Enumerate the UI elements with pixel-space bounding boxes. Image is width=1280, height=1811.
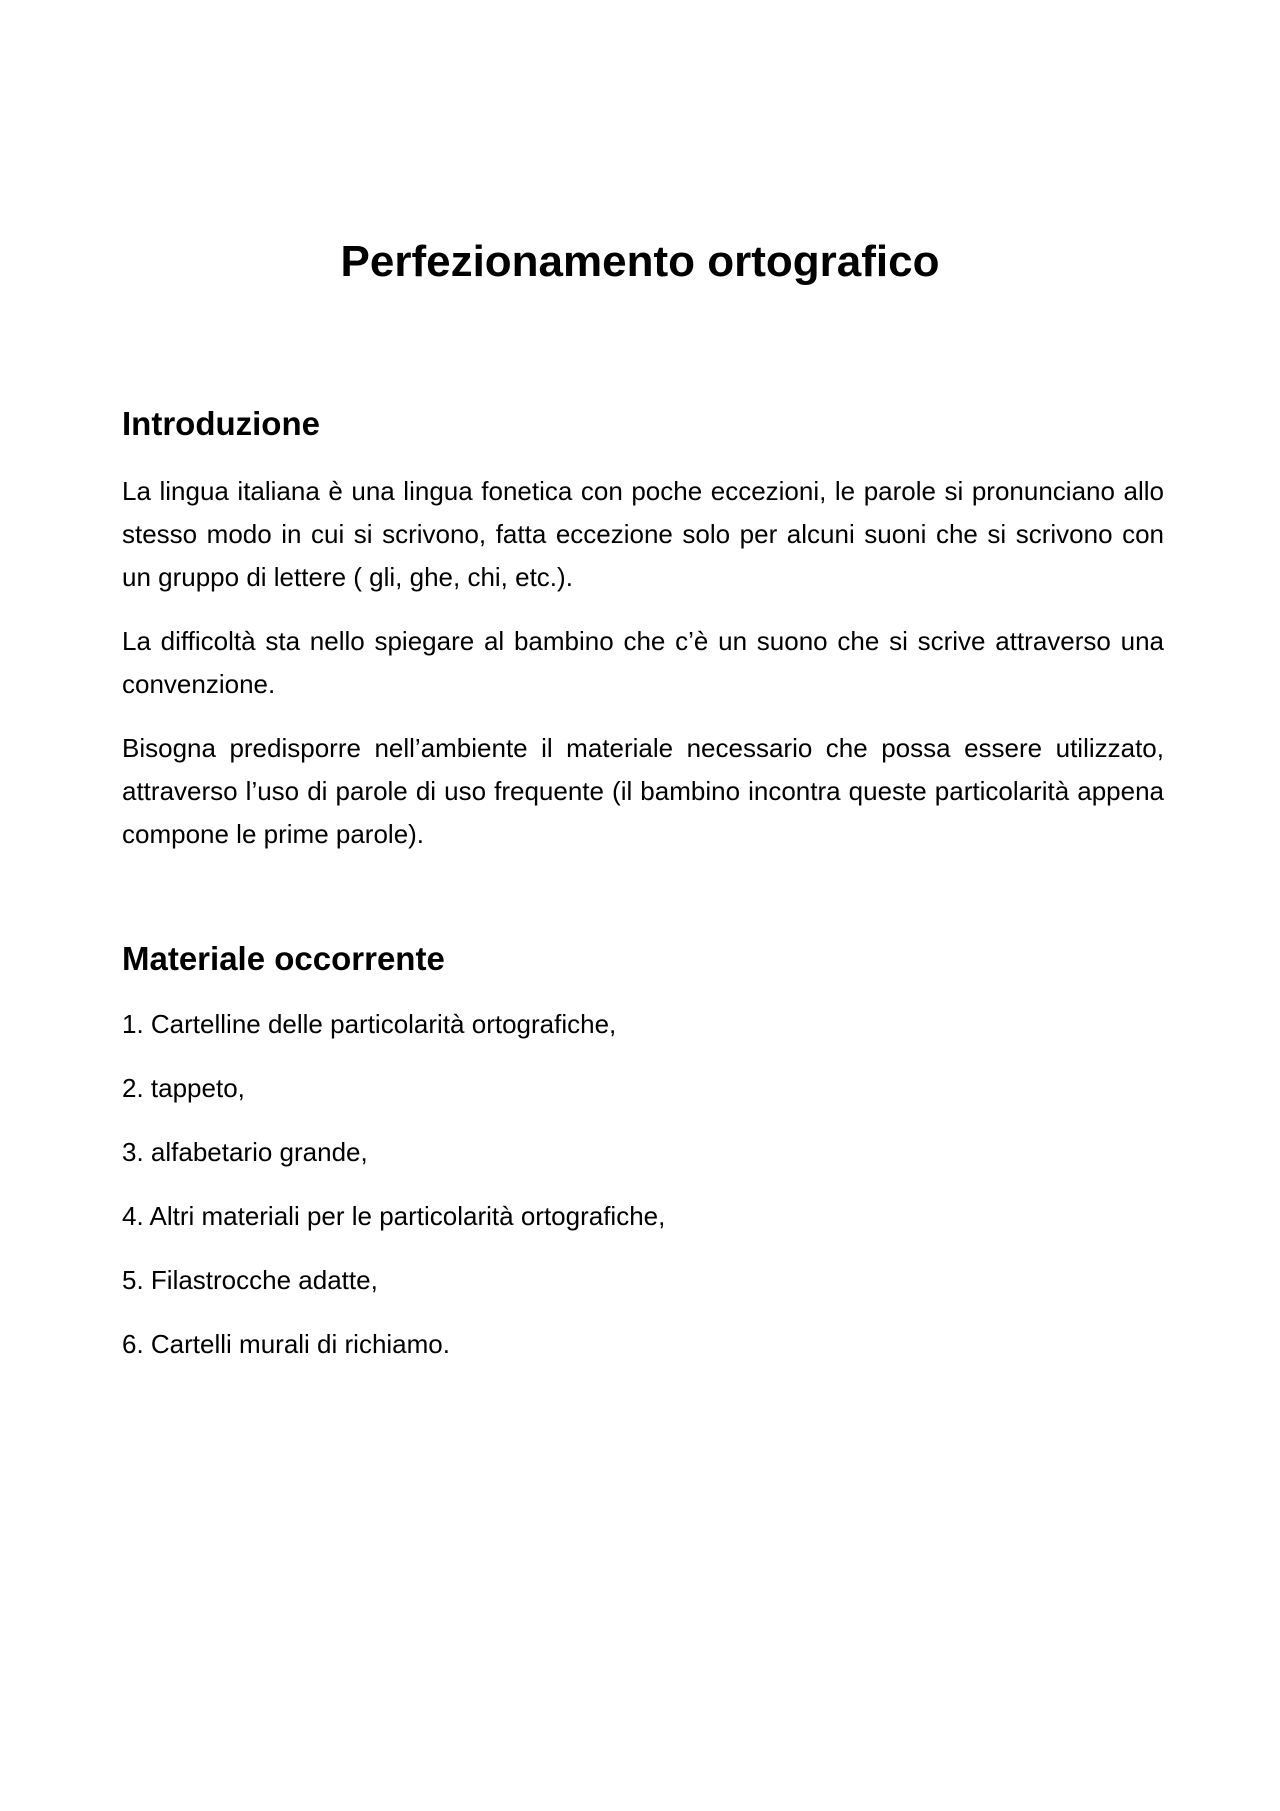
introduction-section [122,402,1164,877]
introduction-paragraph: La difficoltà sta nello spiegare al bambino che c’è un suono che si scrive attraverso una convenzione. [122,626,1164,699]
introduction-paragraph: Bisogna predisporre nell’ambiente il materiale necessario che possa essere utilizzato, attraverso l’uso di parole di uso frequente (il bambino incontra queste particolarità appena compone le prime parole). [122,733,1164,849]
list-item: 5. Filastrocche adatte, [122,1265,378,1295]
introduction-paragraph: La lingua italiana è una lingua fonetica con poche eccezioni, le parole si pronunciano allo stesso modo in cui si scrivono, fatta eccezione solo per alcuni suoni che si scrivono con un gruppo di lettere ( gli, ghe, chi, etc.). [122,476,1164,592]
list-item: 3. alfabetario grande, [122,1137,368,1167]
list-item: 2. tappeto, [122,1073,245,1103]
list-item: 4. Altri materiali per le particolarità ortografiche, [122,1201,666,1231]
page-title: Perfezionamento ortografico [340,237,940,286]
introduction-heading: Introduzione [122,405,320,442]
list-item: 1. Cartelline delle particolarità ortografiche, [122,1009,617,1039]
materials-list [122,1003,1164,1366]
list-item: 6. Cartelli murali di richiamo. [122,1329,450,1359]
materials-heading: Materiale occorrente [122,940,445,977]
materials-section [122,937,1164,1387]
